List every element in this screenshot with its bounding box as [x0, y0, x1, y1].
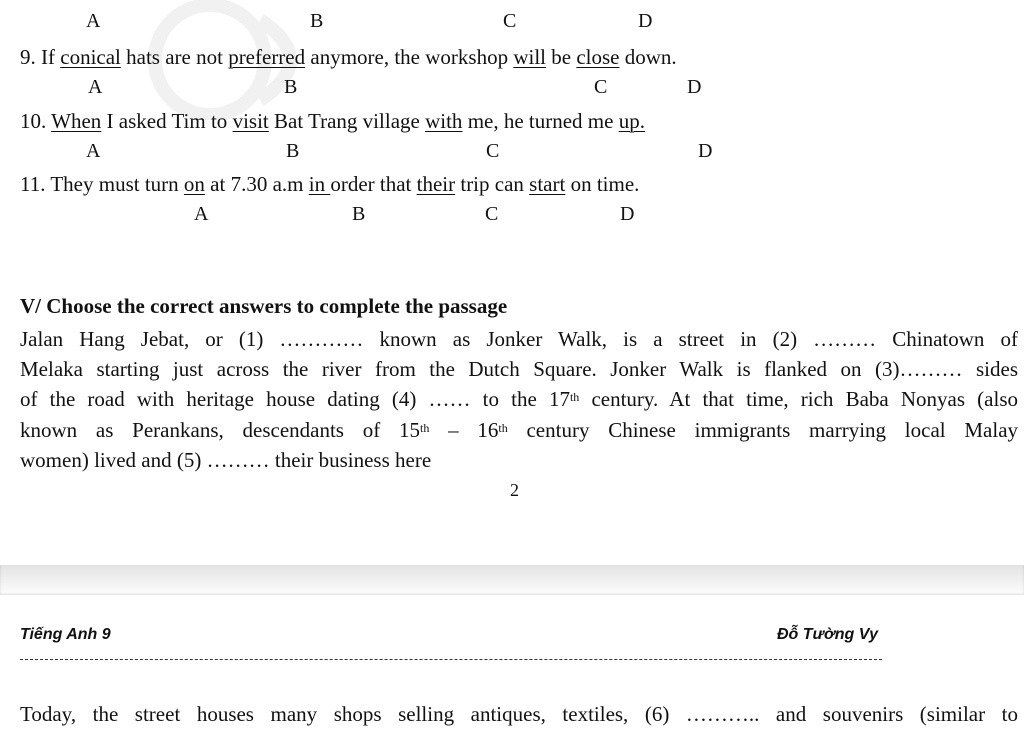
option-d: D — [638, 10, 653, 32]
header-divider — [20, 659, 882, 660]
next-page-line-1: Today, the street houses many shops selling antiques, textiles, (6) ……….. and souvenirs (similar to — [20, 702, 1018, 726]
q11-option-c: C — [485, 203, 499, 225]
passage-line-4: known as Perankans, descendants of 15th – 16th century Chinese immigrants marrying local Malay — [20, 418, 1019, 442]
question-11: 11. They must turn on at 7.30 a.m in order that their trip can start on time. — [20, 172, 640, 196]
q9-option-a: A — [88, 76, 103, 98]
q11-option-a: A — [194, 203, 209, 225]
q11-word-a: on — [183, 172, 205, 196]
option-b: B — [310, 10, 324, 32]
page-break — [0, 565, 1024, 595]
q9-word-c: will — [513, 45, 547, 69]
q9-word-b: preferred — [228, 45, 306, 69]
header-author: Đỗ Tường Vy — [777, 626, 878, 643]
q9-option-b: B — [284, 76, 298, 98]
q10-word-c: with — [425, 109, 463, 133]
q10-option-c: C — [486, 140, 500, 162]
passage-line-3: of the road with heritage house dating (4) …… to the 17th century. At that time, rich Baba Nonyas (also — [20, 387, 1018, 411]
q10-word-d: up. — [618, 109, 645, 133]
q9-option-d: D — [687, 76, 702, 98]
q10-option-b: B — [286, 140, 300, 162]
q9-word-d: close — [576, 45, 620, 69]
q9-word-a: conical — [60, 45, 121, 69]
q10-word-a: When — [51, 109, 102, 133]
q10-option-d: D — [698, 140, 713, 162]
question-9: 9. If conical hats are not preferred anymore, the workshop will be close down. — [20, 45, 677, 69]
q9-option-c: C — [594, 76, 608, 98]
page-number: 2 — [510, 480, 519, 500]
question-10: 10. When I asked Tim to visit Bat Trang village with me, he turned me up. — [20, 109, 645, 133]
header-subject: Tiếng Anh 9 — [20, 626, 111, 643]
q11-word-b: in — [308, 172, 331, 196]
q10-option-a: A — [86, 140, 101, 162]
option-a: A — [86, 10, 101, 32]
section-title: V/ Choose the correct answers to complete the passage — [20, 294, 508, 318]
q11-word-c: their — [416, 172, 456, 196]
q11-word-d: start — [529, 172, 566, 196]
q11-option-b: B — [352, 203, 366, 225]
option-c: C — [503, 10, 517, 32]
passage-line-5: women) lived and (5) ……… their business here — [20, 448, 432, 472]
q10-word-b: visit — [232, 109, 269, 133]
passage-line-2: Melaka starting just across the river from the Dutch Square. Jonker Walk is flanked on (3)……… sides — [20, 357, 1018, 381]
passage-line-1: Jalan Hang Jebat, or (1) ………… known as Jonker Walk, is a street in (2) ……… Chinatown of — [20, 327, 1018, 351]
q11-option-d: D — [620, 203, 635, 225]
